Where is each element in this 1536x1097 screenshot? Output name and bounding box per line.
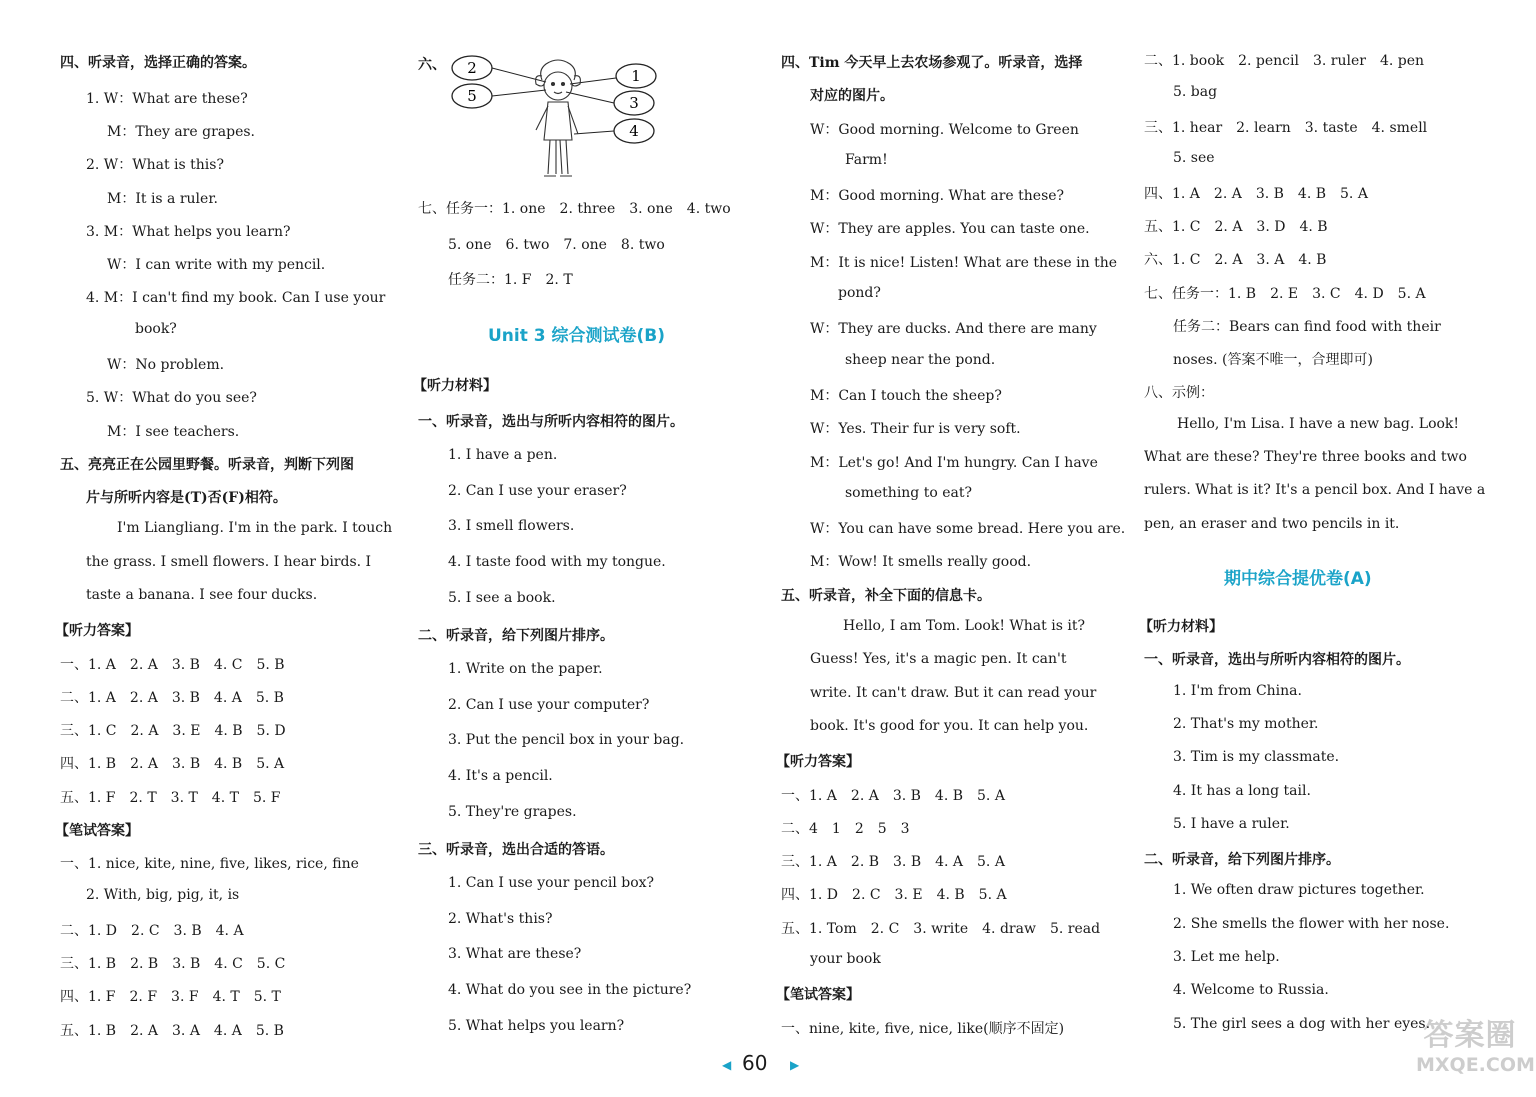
dialog-line: something to eat? (845, 485, 972, 501)
passage-line: I'm Liangliang. I'm in the park. I touch (117, 520, 393, 536)
answer-heading: 【笔试答案】 (776, 987, 860, 1003)
section-heading: 对应的图片。 (810, 88, 894, 104)
script-line: 4. Welcome to Russia. (1173, 982, 1329, 998)
script-line: 1. I'm from China. (1173, 683, 1302, 699)
number-right-3: 4 (629, 122, 639, 140)
pointer-line (574, 131, 614, 134)
script-line: 3. Let me help. (1173, 949, 1280, 965)
section-heading: 四、Tim 今天早上去农场参观了。听录音，选择 (781, 55, 1083, 71)
script-line: 2. That's my mother. (1173, 716, 1319, 732)
answer-line: 七、任务一：1. B 2. E 3. C 4. D 5. A (1144, 286, 1426, 302)
answer-heading: 【听力答案】 (776, 754, 860, 770)
dialog-line: M：They are grapes. (107, 124, 255, 140)
script-line: 2. What's this? (448, 911, 553, 927)
answer-line: 三、1. B 2. B 3. B 4. C 5. C (60, 956, 286, 972)
dialog-line: 3. M：What helps you learn? (86, 224, 291, 240)
script-line: 3. Tim is my classmate. (1173, 749, 1340, 765)
page-number: 60 (742, 1051, 768, 1075)
dialog-line: M：It is a ruler. (107, 191, 218, 207)
sample-line: rulers. What is it? It's a pencil box. And I have a (1144, 482, 1486, 498)
sample-line: What are these? They're three books and two (1144, 449, 1467, 465)
script-line: 4. What do you see in the picture? (448, 982, 692, 998)
dialog-line: M：Good morning. What are these? (810, 188, 1065, 204)
answer-line: your book (810, 951, 881, 967)
script-line: 3. I smell flowers. (448, 518, 575, 534)
dialog-line: M：Can I touch the sheep? (810, 388, 1002, 404)
answer-line: 任务二：1. F 2. T (448, 272, 573, 288)
girl-figure-svg (438, 50, 678, 190)
answer-heading: 【听力答案】 (55, 623, 139, 639)
dialog-line: W：You can have some bread. Here you are. (810, 521, 1126, 537)
dialog-line: Farm! (845, 152, 888, 168)
dialog-line: W：Yes. Their fur is very soft. (810, 421, 1021, 437)
section-heading: 二、听录音，给下列图片排序。 (418, 628, 614, 644)
passage-line: Guess! Yes, it's a magic pen. It can't (810, 651, 1067, 667)
number-left-1: 2 (467, 59, 477, 77)
passage-line: taste a banana. I see four ducks. (86, 587, 318, 603)
answer-line: 四、1. A 2. A 3. B 4. B 5. A (1144, 186, 1368, 202)
script-line: 4. It's a pencil. (448, 768, 553, 784)
answer-line: 二、1. book 2. pencil 3. ruler 4. pen (1144, 53, 1425, 69)
script-line: 3. What are these? (448, 946, 582, 962)
script-line: 1. We often draw pictures together. (1173, 882, 1425, 898)
section-heading: 四、听录音，选择正确的答案。 (60, 55, 256, 71)
watermark (1416, 1010, 1535, 1090)
answer-line: 三、1. C 2. A 3. E 4. B 5. D (60, 723, 286, 739)
answer-line: noses. (答案不唯一，合理即可) (1173, 352, 1373, 368)
dialog-line: M：I see teachers. (107, 424, 240, 440)
pointer-line (570, 78, 616, 84)
section-heading: 片与所听内容是(T)否(F)相符。 (86, 490, 287, 506)
number-left-2: 5 (467, 87, 477, 105)
script-line: 1. I have a pen. (448, 447, 558, 463)
dialog-line: W：Good morning. Welcome to Green (810, 122, 1079, 138)
script-line: 1. Write on the paper. (448, 661, 603, 677)
answer-line: 五、1. Tom 2. C 3. write 4. draw 5. read (781, 921, 1101, 937)
script-line: 5. I see a book. (448, 590, 556, 606)
section-heading: 五、听录音，补全下面的信息卡。 (781, 588, 991, 604)
section-title-midterm: 期中综合提优卷(A) (1224, 569, 1372, 589)
script-line: 2. Can I use your eraser? (448, 483, 627, 499)
material-heading: 【听力材料】 (413, 378, 497, 394)
answer-line: 六、1. C 2. A 3. A 4. B (1144, 252, 1327, 268)
answer-line: 一、1. A 2. A 3. B 4. B 5. A (781, 788, 1005, 804)
material-heading: 【听力材料】 (1139, 619, 1223, 635)
script-line: 4. I taste food with my tongue. (448, 554, 666, 570)
dialog-line: 2. W：What is this? (86, 157, 224, 173)
answer-line: 五、1. C 2. A 3. D 4. B (1144, 219, 1328, 235)
script-line: 5. What helps you learn? (448, 1018, 625, 1034)
section-heading: 一、听录音，选出与所听内容相符的图片。 (1144, 652, 1410, 668)
script-line: 1. Can I use your pencil box? (448, 875, 655, 891)
number-right-2: 3 (629, 94, 639, 112)
script-line: 2. Can I use your computer? (448, 697, 650, 713)
answer-line: 二、4 1 2 5 3 (781, 821, 910, 837)
answer-line: 五、1. F 2. T 3. T 4. T 5. F (60, 790, 281, 806)
dialog-line: W：They are ducks. And there are many (810, 321, 1097, 337)
passage-line: book. It's good for you. It can help you. (810, 718, 1089, 734)
pointer-line (492, 90, 546, 96)
answer-line: 三、1. hear 2. learn 3. taste 4. smell (1144, 120, 1428, 136)
section-heading: 二、听录音，给下列图片排序。 (1144, 852, 1340, 868)
dialog-line: W：They are apples. You can taste one. (810, 221, 1090, 237)
script-line: 5. I have a ruler. (1173, 816, 1290, 832)
answer-heading: 【笔试答案】 (55, 823, 139, 839)
dialog-line: M：It is nice! Listen! What are these in the (810, 255, 1118, 271)
dialog-line: W：No problem. (107, 357, 225, 373)
script-line: 3. Put the pencil box in your bag. (448, 732, 685, 748)
dialog-line: 5. W：What do you see? (86, 390, 257, 406)
diagram-label: 六、 (418, 57, 446, 73)
answer-line: 任务二：Bears can find food with their (1173, 319, 1441, 335)
dialog-line: sheep near the pond. (845, 352, 996, 368)
script-line: 2. She smells the flower with her nose. (1173, 916, 1450, 932)
answer-line: 5. bag (1173, 84, 1218, 100)
script-line: 5. They're grapes. (448, 804, 577, 820)
answer-line: 一、1. A 2. A 3. B 4. C 5. B (60, 657, 285, 673)
answer-line: 一、1. nice, kite, nine, five, likes, rice, fine (60, 856, 359, 872)
answer-line: 5. one 6. two 7. one 8. two (448, 237, 665, 253)
passage-line: write. It can't draw. But it can read your (810, 685, 1097, 701)
dialog-line: M：Let's go! And I'm hungry. Can I have (810, 455, 1098, 471)
dialog-line: W：I can write with my pencil. (107, 257, 326, 273)
dialog-line: 4. M：I can't find my book. Can I use your (86, 290, 386, 306)
pointer-line (566, 92, 614, 103)
girl-figure (536, 60, 581, 176)
sample-line: Hello, I'm Lisa. I have a new bag. Look! (1177, 416, 1460, 432)
dialog-line: pond? (838, 285, 881, 301)
number-right-1: 1 (631, 67, 641, 85)
prev-page-arrow-icon: ◀ (722, 1058, 732, 1072)
watermark-logo-text: 答案圈 (1423, 1018, 1517, 1053)
next-page-arrow-icon: ▶ (790, 1058, 800, 1072)
dialog-line: M：Wow! It smells really good. (810, 554, 1032, 570)
script-line: 4. It has a long tail. (1173, 783, 1311, 799)
answer-line: 三、1. A 2. B 3. B 4. A 5. A (781, 854, 1005, 870)
answer-line: 八、示例： (1144, 385, 1214, 401)
dialog-line: book? (135, 321, 177, 337)
answer-line: 五、1. B 2. A 3. A 4. A 5. B (60, 1023, 284, 1039)
answer-line: 5. see (1173, 150, 1215, 166)
passage-line: the grass. I smell flowers. I hear birds. I (86, 554, 372, 570)
answer-line: 二、1. A 2. A 3. B 4. A 5. B (60, 690, 284, 706)
answer-line: 一、nine, kite, five, nice, like(顺序不固定) (781, 1021, 1065, 1037)
dialog-line: 1. W：What are these? (86, 91, 248, 107)
sample-line: pen, an eraser and two pencils in it. (1144, 516, 1400, 532)
answer-line: 2. With, big, pig, it, is (86, 887, 240, 903)
section-heading: 三、听录音，选出合适的答语。 (418, 842, 614, 858)
answer-line: 四、1. D 2. C 3. E 4. B 5. A (781, 887, 1007, 903)
answer-line: 七、任务一：1. one 2. three 3. one 4. two (418, 201, 731, 217)
section-heading: 一、听录音，选出与所听内容相符的图片。 (418, 414, 684, 430)
pointer-line (492, 68, 546, 82)
answer-line: 四、1. F 2. F 3. F 4. T 5. T (60, 989, 281, 1005)
watermark-url: MXQE.COM (1416, 1054, 1535, 1076)
answer-line: 二、1. D 2. C 3. B 4. A (60, 923, 244, 939)
passage-line: Hello, I am Tom. Look! What is it? (843, 618, 1085, 634)
script-line: 5. The girl sees a dog with her eyes. (1173, 1016, 1431, 1032)
section-heading: 五、亮亮正在公园里野餐。听录音，判断下列图 (60, 457, 354, 473)
section-title-unit3: Unit 3 综合测试卷(B) (488, 326, 666, 346)
answer-line: 四、1. B 2. A 3. B 4. B 5. A (60, 756, 285, 772)
